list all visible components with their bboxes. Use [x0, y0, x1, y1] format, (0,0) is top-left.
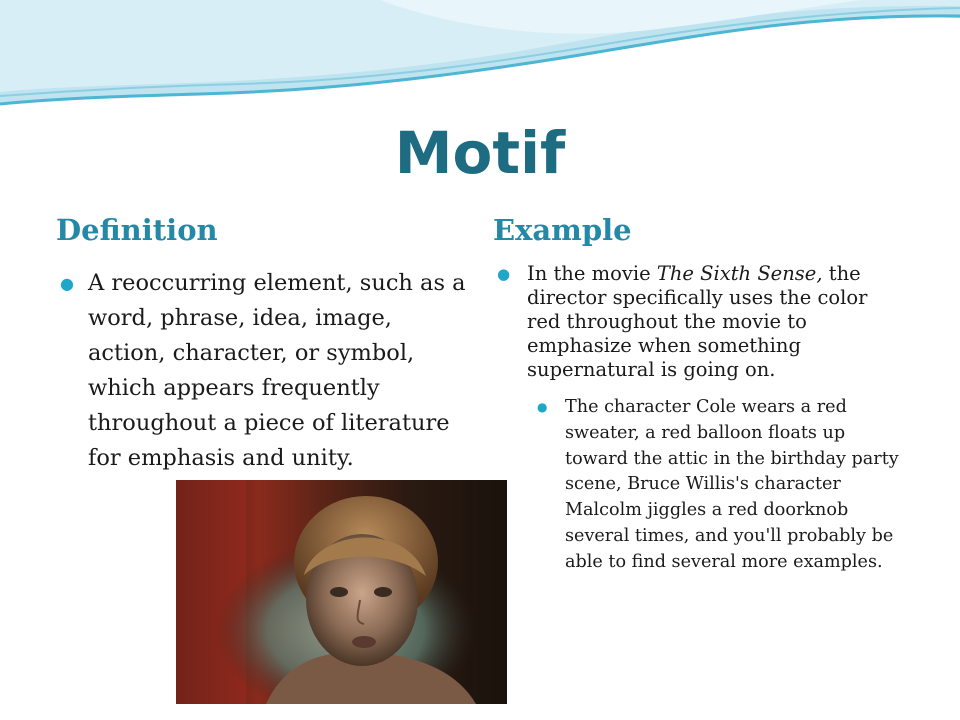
- example-sub-text: The character Cole wears a red sweater, a red balloon floats up toward the attic in the birthday party scene, Bruce Willis's character Malcolm jiggles a red doorknob several times, and you'll probably be able to find several more examples.: [565, 397, 899, 572]
- example-main-text: [527, 262, 902, 382]
- movie-still-image: [176, 480, 507, 704]
- header-wave-decoration: [0, 0, 960, 120]
- definition-text: A reoccurring element, such as a word, phrase, idea, image, action, character, or symbol, which appears frequently throughout a piece of literature for emphasis and unity.: [88, 270, 466, 471]
- slide-title: Motif: [394, 119, 566, 187]
- example-main-suffix: the director specifically uses the color red throughout the movie to emphasize when something supernatural is going on.: [527, 262, 868, 381]
- example-bullets: [497, 262, 902, 576]
- bullet-dot-icon: ●: [497, 265, 511, 283]
- example-heading: Example: [493, 213, 632, 247]
- movie-title: The Sixth Sense,: [656, 262, 823, 285]
- example-main-prefix: In the movie: [527, 262, 657, 285]
- bullet-dot-icon: ●: [60, 274, 74, 293]
- bullet-dot-icon: ●: [537, 400, 548, 414]
- definition-heading: Definition: [56, 213, 218, 247]
- definition-bullet: [60, 266, 470, 476]
- example-sub-bullet: [537, 395, 902, 576]
- example-main-bullet: [497, 262, 902, 382]
